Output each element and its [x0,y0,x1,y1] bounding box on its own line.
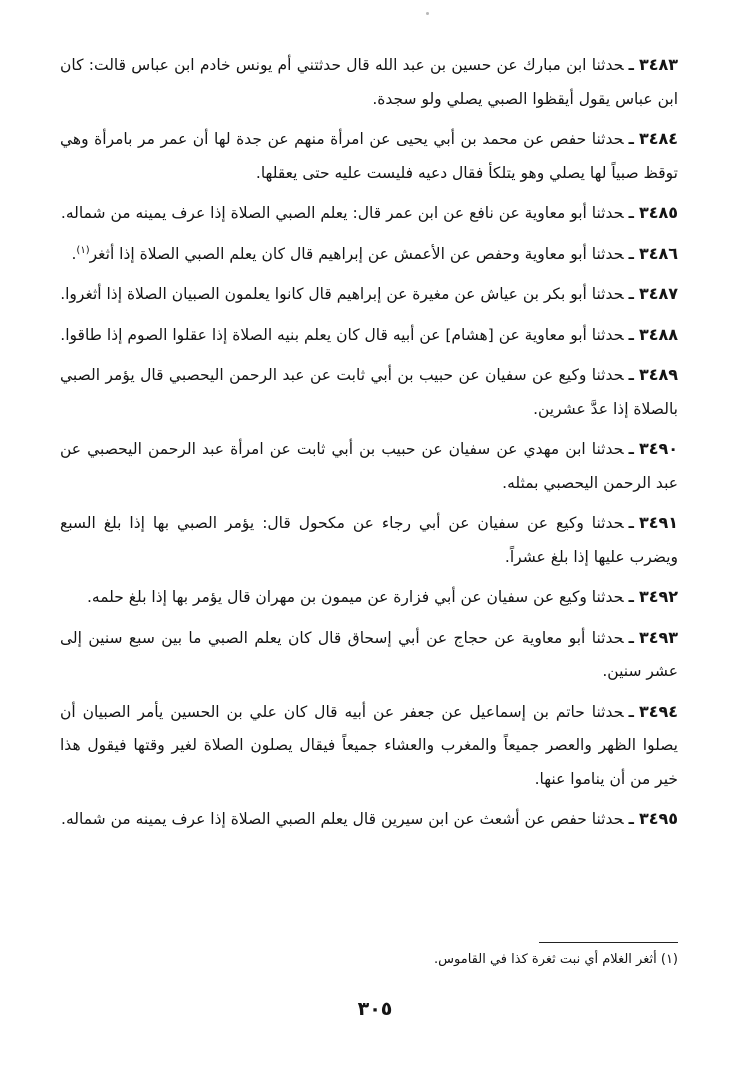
footnote-marker: (١) [660,952,678,967]
hadith-number: ٣٤٨٦ [638,243,678,263]
hadith-entry [60,802,678,837]
hadith-separator: ـ [628,366,634,384]
hadith-separator: ـ [628,56,634,74]
hadith-separator: ـ [628,810,634,828]
hadith-entry [60,695,678,797]
hadith-separator: ـ [628,588,634,606]
hadith-text: حدثنا حفص عن أشعث عن ابن سيرين قال يعلم الصبي الصلاة إذا عرف يمينه من شماله. [61,810,624,828]
hadith-separator: ـ [628,244,634,263]
hadith-text: حدثنا وكيع عن سفيان عن حبيب بن أبي ثابت عن عبد الرحمن اليحصبي قال يؤمر الصبي بالصلاة إذا عدَّ عشرين. [60,366,678,418]
hadith-text: حدثنا حاتم بن إسماعيل عن جعفر عن أبيه قال كان علي بن الحسين يأمر الصبيان أن يصلوا الظهر والعصر جميعاً والمغرب والعشاء جميعاً فيقال يصلون الصلاة لغير وقتها فيقول هذا خير من أن يناموا عنها. [60,702,678,788]
hadith-text-end: . [71,244,77,263]
hadith-number: ٣٤٨٤ [638,129,678,148]
hadith-separator: ـ [628,628,634,647]
footnote-reference[interactable]: (١) [76,244,90,256]
footnote-text: أثغر الغلام أي نبت ثغرة كذا في القاموس. [434,952,657,967]
hadith-entry [60,48,678,116]
hadith-text: حدثنا ابن مهدي عن سفيان عن حبيب بن أبي ثابت عن امرأة عبد الرحمن اليحصبي عن عبد الرحمن اليحصبي بمثله. [60,440,678,492]
hadith-number: ٣٤٨٣ [638,55,678,74]
hadith-number: ٣٤٨٥ [638,203,678,222]
page-number: ٣٠٥ [357,998,393,1020]
hadith-number: ٣٤٨٨ [638,324,678,344]
hadith-text: حدثنا أبو معاوية وحفص عن الأعمش عن إبراهيم قال كان يعلم الصبي الصلاة إذا أثغر [89,244,624,263]
hadith-separator: ـ [628,325,634,344]
hadith-entry [60,277,678,312]
hadith-separator: ـ [628,204,634,222]
scan-speck [426,12,429,15]
hadith-entry [60,237,678,272]
hadith-text: حدثنا وكيع عن سفيان عن أبي فزارة عن ميمون بن مهران قال يؤمر بها إذا بلغ حلمه. [86,588,624,606]
hadith-text: حدثنا حفص عن محمد بن أبي يحيى عن امرأة منهم عن جدة لها أن عمر مر بامرأة وهي توقظ صبياً لها يصلي وهو يتلكأ فقال دعيه فليست عليه حتى يعقلها. [60,130,678,182]
hadith-number: ٣٤٩٠ [638,439,678,458]
hadith-entry [60,506,678,574]
hadith-entry [60,580,678,615]
hadith-number: ٣٤٩١ [638,513,678,532]
hadith-entry [60,621,678,689]
hadith-separator: ـ [628,285,634,303]
hadith-entry [60,432,678,500]
hadith-entry [60,122,678,190]
hadith-number: ٣٤٨٧ [638,284,678,303]
hadith-separator: ـ [628,440,634,458]
hadith-text: حدثنا أبو معاوية عن [هشام] عن أبيه قال كان يعلم بنيه الصلاة إذا عقلوا الصوم إذا طاقوا. [60,325,624,344]
hadith-number: ٣٤٩٣ [638,627,678,647]
hadith-separator: ـ [628,702,634,721]
hadith-separator: ـ [628,514,634,532]
hadith-text: حدثنا أبو بكر بن عياش عن مغيرة عن إبراهيم قال كانوا يعلمون الصبيان الصلاة إذا أثغروا. [60,285,624,303]
hadith-entry [60,358,678,426]
hadith-text: حدثنا أبو معاوية عن حجاج عن أبي إسحاق قال كان يعلم الصبي ما بين سبع سنين إلى عشر سنين. [60,628,678,680]
hadith-number: ٣٤٩٢ [638,587,678,606]
hadith-number: ٣٤٩٥ [638,809,678,828]
hadith-number: ٣٤٨٩ [638,365,678,384]
footnote [200,950,678,970]
hadith-entry [60,318,678,353]
hadith-text: حدثنا ابن مبارك عن حسين بن عبد الله قال حدثتني أم يونس خادم ابن عباس قالت: كان ابن عباس يقول أيقظوا الصبي يصلي ولو سجدة. [60,56,678,108]
hadith-number: ٣٤٩٤ [638,701,678,721]
hadith-list [60,48,678,843]
hadith-text: حدثنا أبو معاوية عن نافع عن ابن عمر قال: يعلم الصبي الصلاة إذا عرف يمينه من شماله. [60,204,624,222]
footnote-divider [539,942,678,943]
hadith-separator: ـ [628,130,634,148]
hadith-entry [60,196,678,231]
hadith-text: حدثنا وكيع عن سفيان عن أبي رجاء عن مكحول قال: يؤمر الصبي بها إذا بلغ السبع ويضرب عليها إذا بلغ عشراً. [60,514,678,566]
